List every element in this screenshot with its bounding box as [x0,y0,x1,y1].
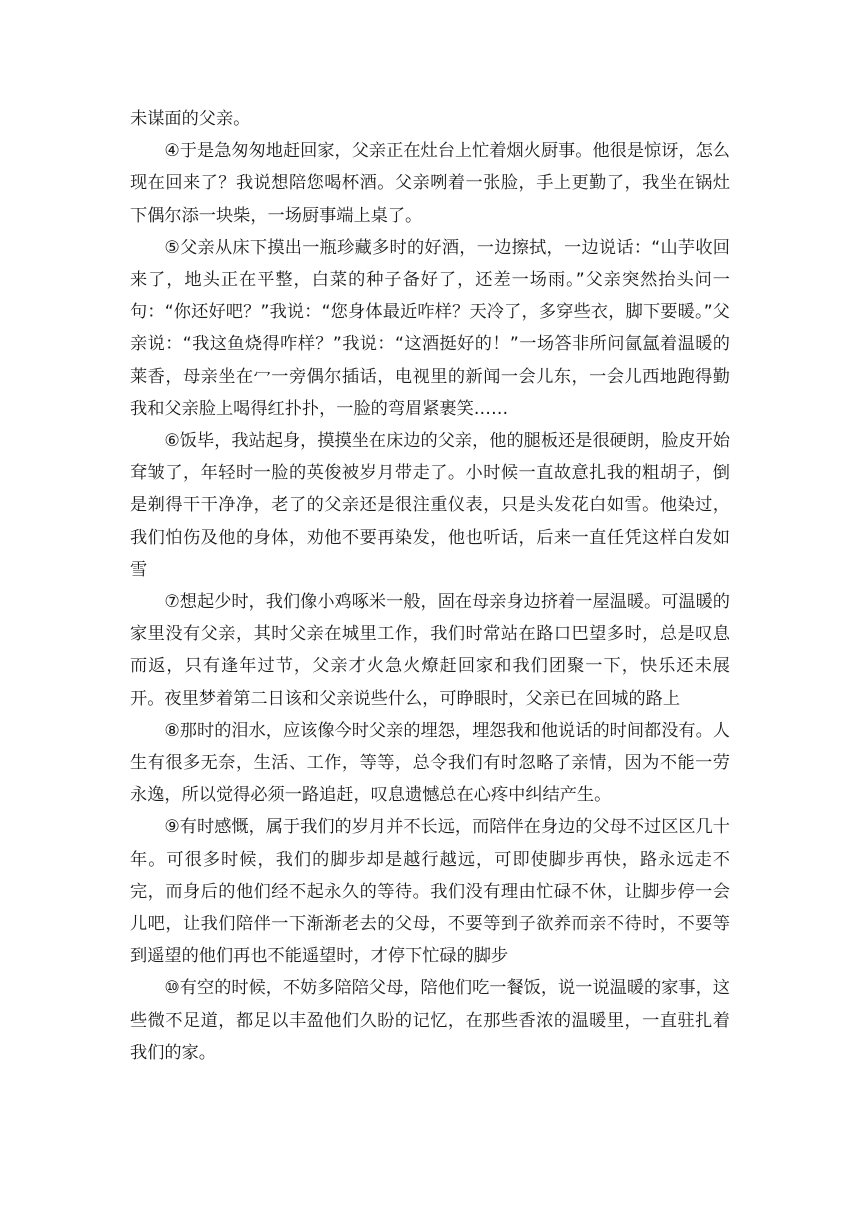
essay-body [130,103,730,1069]
paragraph-8: ⑧那时的泪水，应该像今时父亲的埋怨，埋怨我和他说话的时间都没有。人生有很多无奈，生活、工作，等等，总令我们有时忽略了亲情，因为不能一劳永逸，所以觉得必须一路追赶，叹息遗憾总在心疼中纠结产生。 [130,720,730,806]
paragraph-4: ④于是急匆匆地赶回家，父亲正在灶台上忙着烟火厨事。他很是惊讶，怎么现在回来了？我说想陪您喝杯酒。父亲咧着一张脸，手上更勤了，我坐在锅灶下偶尔添一块柴，一场厨事端上桌了。 [130,141,730,226]
paragraph-5: ⑤父亲从床下摸出一瓶珍藏多时的好酒，一边擦拭，一边说话：“山芋收回来了，地头正在平整，白菜的种子备好了，还差一场雨。”父亲突然抬头问一句：“你还好吧？”我说：“您身体最近咋样？天冷了，多穿些衣，脚下要暖。”父亲说：“我这鱼烧得咋样？”我说：“这酒挺好的！”一场答非所问氤氲着温暖的莱香，母亲坐在冖一旁偶尔插话，电视里的新闻一会儿东，一会儿西地跑得勤我和父亲脸上喝得红扑扑，一脸的弯眉紧裹笑…… [130,237,730,419]
paragraph-7: ⑦想起少时，我们像小鸡啄米一般，固在母亲身边挤着一屋温暖。可温暖的家里没有父亲，其时父亲在城里工作，我们时常站在路口巴望多时，总是叹息而返，只有逢年过节，父亲才火急火燎赶回家和我们团聚一下，快乐还未展开。夜里梦着第二日该和父亲说些什么，可睁眼时，父亲已在回城的路上 [130,592,730,709]
paragraph-continuation: 未谋面的父亲。 [130,109,251,129]
paragraph-6: ⑥饭毕，我站起身，摸摸坐在床边的父亲，他的腿板还是很硬朗，脸皮开始耷皱了，年轻时一脸的英俊被岁月带走了。小时候一直故意扎我的粗胡子，倒是剃得干干净净，老了的父亲还是很注重仪表，只是头发花白如雪。他染过，我们怕伤及他的身体，劝他不要再染发，他也听话，后来一直任凭这样白发如雪 [130,431,730,580]
paragraph-9: ⑨有时感慨，属于我们的岁月并不长远，而陪伴在身边的父母不过区区几十年。可很多时候，我们的脚步却是越行越远，可即使脚步再快，路永远走不完，而身后的他们经不起永久的等待。我们没有理由忙碌不休，让脚步停一会儿吧，让我们陪伴一下渐渐老去的父母，不要等到子欲养而亲不待时，不要等到遥望的他们再也不能遥望时，才停下忙碌的脚步 [130,817,730,967]
paragraph-10: ⑩有空的时候，不妨多陪陪父母，陪他们吃一餐饭，说一说温暖的家事，这些微不足道，都足以丰盈他们久盼的记忆，在那些香浓的温暖里，一直驻扎着我们的家。 [130,978,730,1063]
